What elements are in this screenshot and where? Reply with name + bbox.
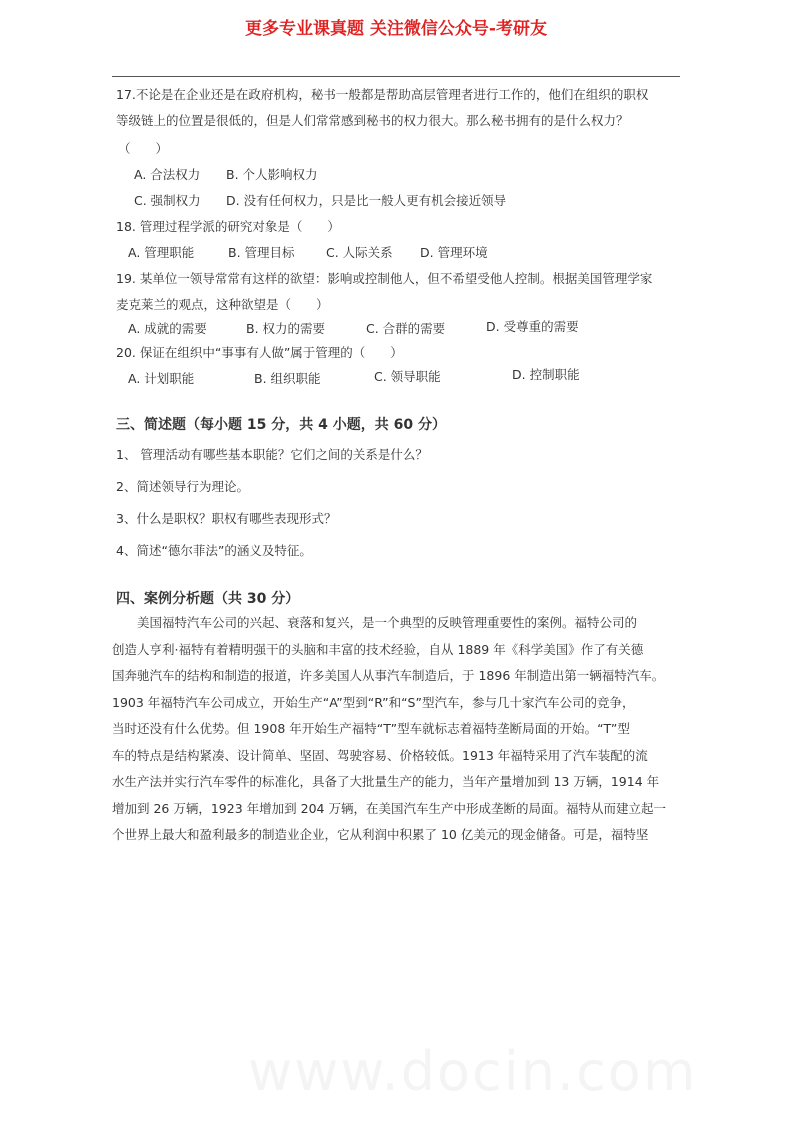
question-17-option-b: B. 个人影响权力	[226, 167, 318, 182]
question-18-option-d: D. 管理环境	[420, 245, 488, 260]
question-17-option-d: D. 没有任何权力，只是比一般人更有机会接近领导	[226, 193, 507, 208]
case-study-line: 国奔驰汽车的结构和制造的报道，许多美国人从事汽车制造后，于 1896 年制造出第一辆福特汽车。	[112, 668, 665, 683]
question-19-line1: 19. 某单位一领导常常有这样的欲望：影响或控制他人，但不希望受他人控制。根据美国管理学家	[116, 271, 653, 286]
case-study-line: 创造人亨利·福特有着精明强干的头脑和丰富的技术经验，自从 1889 年《科学美国》作了有关德	[112, 641, 644, 657]
question-17-option-c: C. 强制权力	[134, 193, 201, 208]
question-17-line2: 等级链上的位置是很低的，但是人们常常感到秘书的权力很大。那么秘书拥有的是什么权力？	[116, 113, 629, 128]
case-study-line: 美国福特汽车公司的兴起、衰落和复兴，是一个典型的反映管理重要性的案例。福特公司的	[112, 615, 638, 630]
header-divider	[112, 76, 680, 77]
case-study-line: 个世界上最大和盈利最多的制造业企业，它从利润中积累了 10 亿美元的现金储备。可是，福特坚	[112, 827, 649, 842]
section-3-title: 三、简述题（每小题 15 分，共 4 小题，共 60 分）	[116, 417, 446, 433]
question-19-option-a: A. 成就的需要	[128, 321, 207, 336]
question-17-line1: 17.不论是在企业还是在政府机构，秘书一般都是帮助高层管理者进行工作的，他们在组织的职权	[116, 87, 649, 102]
question-20-option-b: B. 组织职能	[254, 371, 321, 386]
header-banner: 更多专业课真题 关注微信公众号-考研友	[245, 19, 547, 39]
section-3-item-4: 4、简述“德尔菲法”的涵义及特征。	[116, 543, 312, 558]
question-18-option-b: B. 管理目标	[228, 245, 295, 260]
case-study-line: 车的特点是结构紧凑、设计简单、坚固、驾驶容易、价格较低。1913 年福特采用了汽车装配的流	[112, 747, 648, 763]
question-19-line2: 麦克莱兰的观点，这种欲望是（ ）	[116, 297, 329, 312]
question-20-option-c: C. 领导职能	[374, 369, 441, 384]
question-18-stem: 18. 管理过程学派的研究对象是（ ）	[116, 219, 340, 234]
case-study-line: 增加到 26 万辆，1923 年增加到 204 万辆，在美国汽车生产中形成垄断的局面。福特从而建立起一	[112, 800, 666, 816]
section-3-item-2: 2、简述领导行为理论。	[116, 479, 249, 494]
question-18-option-c: C. 人际关系	[326, 245, 393, 260]
section-3-item-3: 3、什么是职权？职权有哪些表现形式？	[116, 511, 337, 526]
section-4-title: 四、案例分析题（共 30 分）	[116, 591, 300, 607]
question-17-blank: （ ）	[118, 141, 169, 156]
case-study-paragraph	[112, 610, 682, 849]
case-study-line: 水生产法并实行汽车零件的标准化，具备了大批量生产的能力，当年产量增加到 13 万辆，1914 年	[112, 774, 660, 789]
question-20-option-a: A. 计划职能	[128, 371, 195, 386]
question-18-option-a: A. 管理职能	[128, 245, 195, 260]
case-study-line: 当时还没有什么优势。但 1908 年开始生产福特“T”型车就标志着福特垄断局面的开始。“T”型	[112, 721, 630, 736]
case-study-line: 1903 年福特汽车公司成立，开始生产“A”型到“R”和“S”型汽车，参与几十家汽车公司的竞争，	[112, 694, 635, 710]
question-19-option-c: C. 合群的需要	[366, 321, 446, 336]
section-3-item-1: 1、 管理活动有哪些基本职能？它们之间的关系是什么？	[116, 447, 428, 462]
watermark	[248, 1040, 697, 1103]
question-20-option-d: D. 控制职能	[512, 367, 580, 382]
question-19-option-d: D. 受尊重的需要	[486, 319, 579, 334]
question-19-option-b: B. 权力的需要	[246, 321, 326, 336]
question-17-option-a: A. 合法权力	[134, 167, 201, 182]
question-20-stem: 20. 保证在组织中“事事有人做”属于管理的（ ）	[116, 345, 403, 360]
